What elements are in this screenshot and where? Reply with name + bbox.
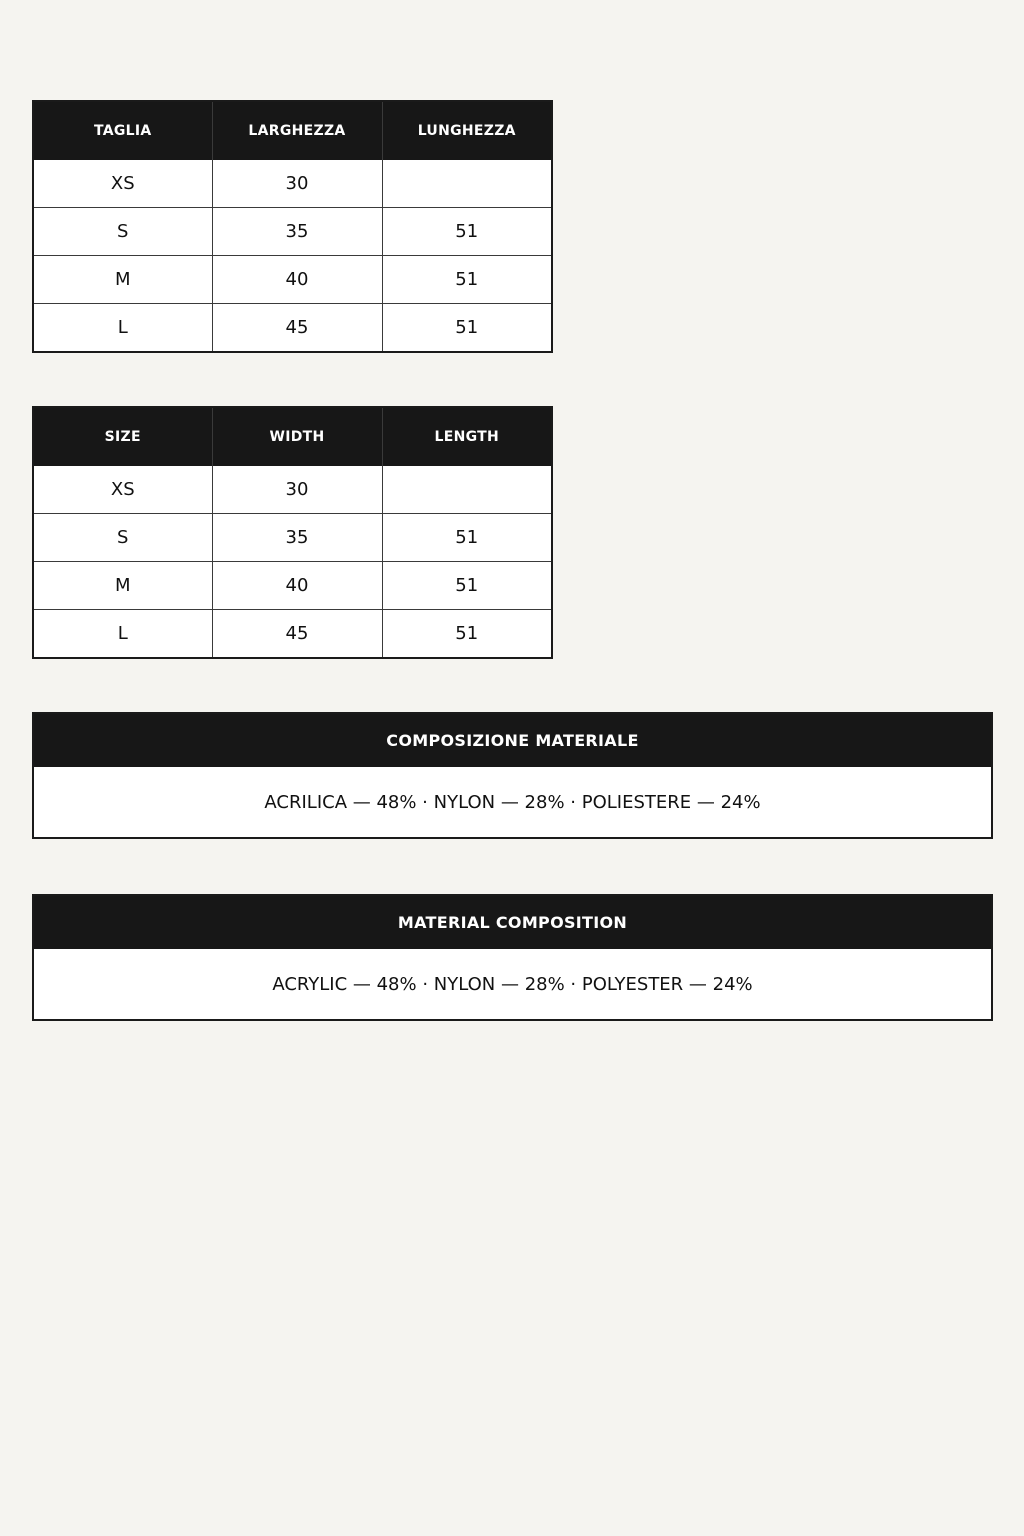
cell-width: 30 bbox=[212, 160, 382, 208]
cell-size: S bbox=[33, 514, 212, 562]
material-composition-italian bbox=[32, 712, 993, 839]
material-composition-english bbox=[32, 894, 993, 1021]
cell-length: 51 bbox=[382, 514, 552, 562]
cell-size: L bbox=[33, 610, 212, 659]
table-header-row bbox=[33, 101, 552, 160]
cell-length: 51 bbox=[382, 208, 552, 256]
table-header-row bbox=[33, 407, 552, 466]
composition-text: ACRYLIC — 48% · NYLON — 28% · POLYESTER — 24% bbox=[272, 973, 753, 995]
table-row bbox=[33, 466, 552, 514]
cell-width: 40 bbox=[212, 256, 382, 304]
column-header-width: LARGHEZZA bbox=[212, 101, 382, 160]
cell-width: 40 bbox=[212, 562, 382, 610]
cell-size: XS bbox=[110, 479, 135, 500]
table-row bbox=[33, 514, 552, 562]
cell-length: 51 bbox=[382, 256, 552, 304]
column-header-length: LUNGHEZZA bbox=[382, 101, 552, 160]
cell-size: M bbox=[33, 562, 212, 610]
cell-width: 30 bbox=[212, 466, 382, 514]
column-header-width: WIDTH bbox=[212, 407, 382, 466]
composition-title: COMPOSIZIONE MATERIALE bbox=[34, 714, 991, 767]
cell-width: 45 bbox=[212, 610, 382, 659]
table-row bbox=[33, 256, 552, 304]
size-table-english bbox=[32, 406, 553, 659]
cell-length: 51 bbox=[382, 304, 552, 353]
table-row bbox=[33, 562, 552, 610]
table-row bbox=[33, 208, 552, 256]
cell-size: M bbox=[33, 256, 212, 304]
column-header-size: SIZE bbox=[33, 407, 212, 466]
cell-length: 51 bbox=[382, 562, 552, 610]
column-header-length: LENGTH bbox=[382, 407, 552, 466]
cell-width: 35 bbox=[212, 208, 382, 256]
cell-size: L bbox=[33, 304, 212, 353]
cell-size: S bbox=[33, 208, 212, 256]
cell-length bbox=[382, 160, 552, 208]
cell-size: XS bbox=[110, 173, 135, 194]
cell-width: 45 bbox=[212, 304, 382, 353]
table-row bbox=[33, 160, 552, 208]
composition-text: ACRILICA — 48% · NYLON — 28% · POLIESTERE — 24% bbox=[264, 791, 761, 813]
cell-width: 35 bbox=[212, 514, 382, 562]
cell-length: 51 bbox=[382, 610, 552, 659]
size-table-italian bbox=[32, 100, 553, 353]
cell-length bbox=[382, 466, 552, 514]
table-row bbox=[33, 304, 552, 353]
column-header-size: TAGLIA bbox=[33, 101, 212, 160]
composition-title: MATERIAL COMPOSITION bbox=[34, 896, 991, 949]
table-row bbox=[33, 610, 552, 659]
